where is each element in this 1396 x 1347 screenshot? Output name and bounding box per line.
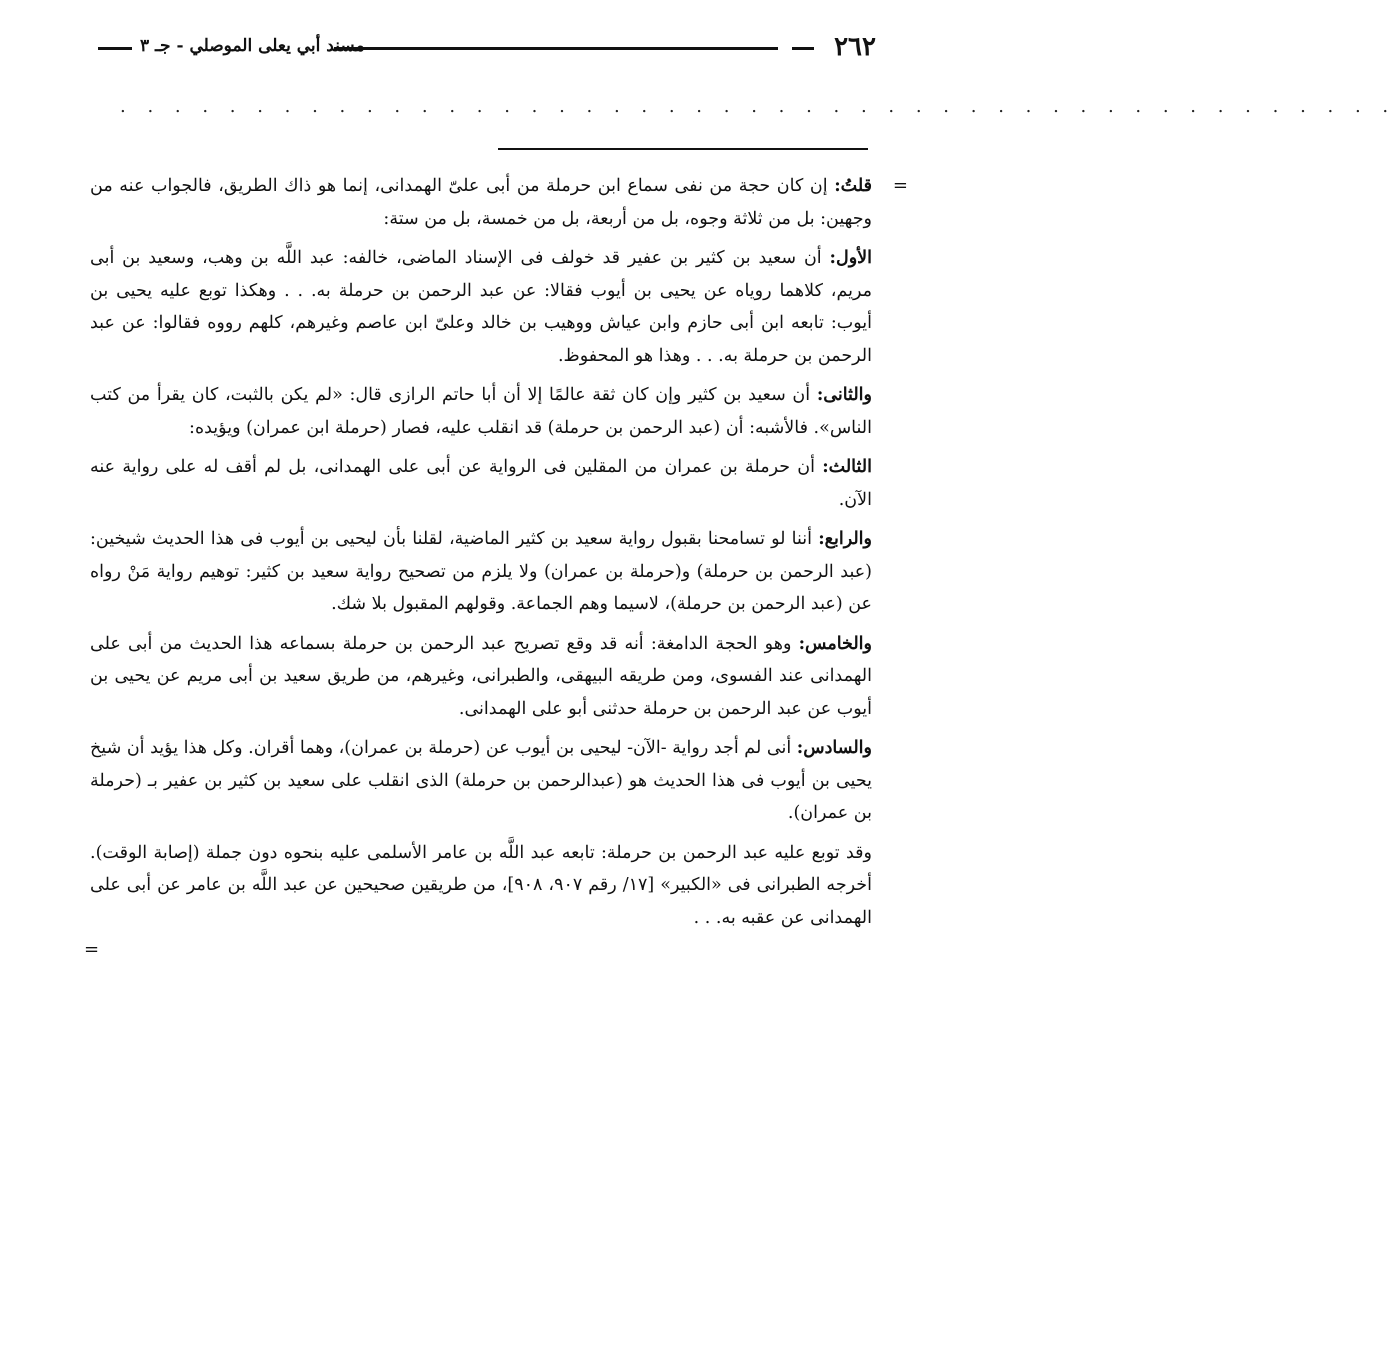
paragraph-text: وقد توبع عليه عبد الرحمن بن حرملة: تابعه عبد اللَّه بن عامر الأسلمى عليه بنحوه دون جملة (إصابة الوقت). أخرجه الطبرانى فى «الكبير» [١٧/ رقم ٩٠٧، ٩٠٨]، من طريقين صحيحين [90,842,872,895]
footnote-body [84,170,908,960]
paragraph-text: وهو الحجة الدامغة: أنه قد وقع تصريح عبد الرحمن بن حرملة بسماعه هذا الحديث من أبى على الهمدانى عند الفسوى، ومن طريقه البيهقى، والطبرانى، وغيرهم، من طريق سعيد بن أبى مريم عن يحيى بن أيوب عن عبد الرحمن بن حرملة حدثنى أبو على الهمدانى. [90,633,872,719]
paragraph-text: إن كان حجة من نفى سماع ابن حرملة من أبى علىّ الهمدانى، إنما هو ذاك الطريق، فالجواب عنه من وجهين: بل من ثلاثة وجوه، بل من أربعة، بل من خمسة، بل من ستة: [90,176,872,229]
paragraph-third [90,451,872,516]
paragraph-fifth [90,628,872,726]
header-dash-left [98,47,132,50]
paragraph-text: أننا لو تسامحنا بقبول رواية سعيد بن كثير الماضية، لقلنا بأن ليحيى بن أيوب فى هذا الحديث شيخين: (عبد الرحمن بن حرملة) و(حرملة بن عمران) ولا يلزم من تصحيح رواية سعيد بن كثير: توهيم رواية مَنْ رواه عن (عبد الرحمن بن حرملة)، لاسيما وهم الجماعة. وقولهم المقبول بلا شك. [90,529,872,614]
paragraph-fourth [90,523,872,621]
paragraph-text: أن سعيد بن كثير بن عفير قد خولف فى الإسناد الماضى، خالفه: عبد اللَّه بن وهب، وسعيد بن أبى مريم، كلاهما روياه عن يحيى بن أيوب فقالا: عن عبد الرحمن بن حرملة به. . . وهكذا توبع عليه يحيى بن أيوب: تابعه ابن أبى حازم وابن عياش ووهيب بن خالد وعلىّ ابن عاصم وغيرهم، كلهم رووه فقالوا: عن عبد الرحمن بن حرملة به. . . وهذا هو المحفوظ. [90,248,872,366]
header-dash-right [792,47,814,50]
paragraph-second [90,379,872,444]
page-number: ٢٦٢ [834,32,876,62]
paragraph-text: أن سعيد بن كثير وإن كان ثقة عالمًا إلا أن أبا حاتم الرازى قال: «لم يكن بالثبت، كان يقرأ من كتب الناس». فالأشبه: أن (عبد الرحمن بن حرملة) قد انقلب عليه، فصار (حرملة ابن عمران) ويؤيده: [90,385,872,438]
last-line-text: عن عبد اللَّه بن عامر عن أبى على الهمدانى عن عقبه به. . . [90,875,872,928]
continuation-mark-end: = [84,938,100,960]
paragraph-lead: والثانى: [816,385,872,405]
paragraph-first [90,242,872,372]
paragraph-lead: قلتُ: [834,176,872,196]
paragraph-lead: الثالث: [822,457,872,477]
paragraph-qultu [90,170,908,235]
paragraph-sixth [90,732,872,830]
paragraph-final [84,837,872,960]
paragraph-lead: والخامس: [798,633,872,654]
running-title: مسند أبي يعلى الموصلي - جـ ٣ [140,36,365,56]
continuation-mark-start: = [892,175,908,196]
ellipsis-dots-line: . . . . . . . . . . . . . . . . . . . . . . . . . . . . . . . . . . . . . . . . . . . . . . . [120,96,1396,117]
paragraph-text: أن حرملة بن عمران من المقلين فى الرواية عن أبى على الهمدانى، بل لم أقف له على رواية عنه الآن. [90,457,872,510]
paragraph-lead: والسادس: [796,738,872,758]
page-header [98,30,876,66]
paragraph-lead: الأول: [829,248,872,268]
footnote-separator [498,148,868,150]
header-rule [334,47,778,50]
paragraph-text: أنى لم أجد رواية -الآن- ليحيى بن أيوب عن (حرملة بن عمران)، وهما أقران. وكل هذا يؤيد أن شيخ يحيى بن أيوب فى هذا الحديث هو (عبدالرحمن بن حرملة) الذى انقلب على سعيد بن كثير بن عفير بـ (حرملة بن عمران). [90,738,872,823]
paragraph-lead: والرابع: [818,529,872,549]
